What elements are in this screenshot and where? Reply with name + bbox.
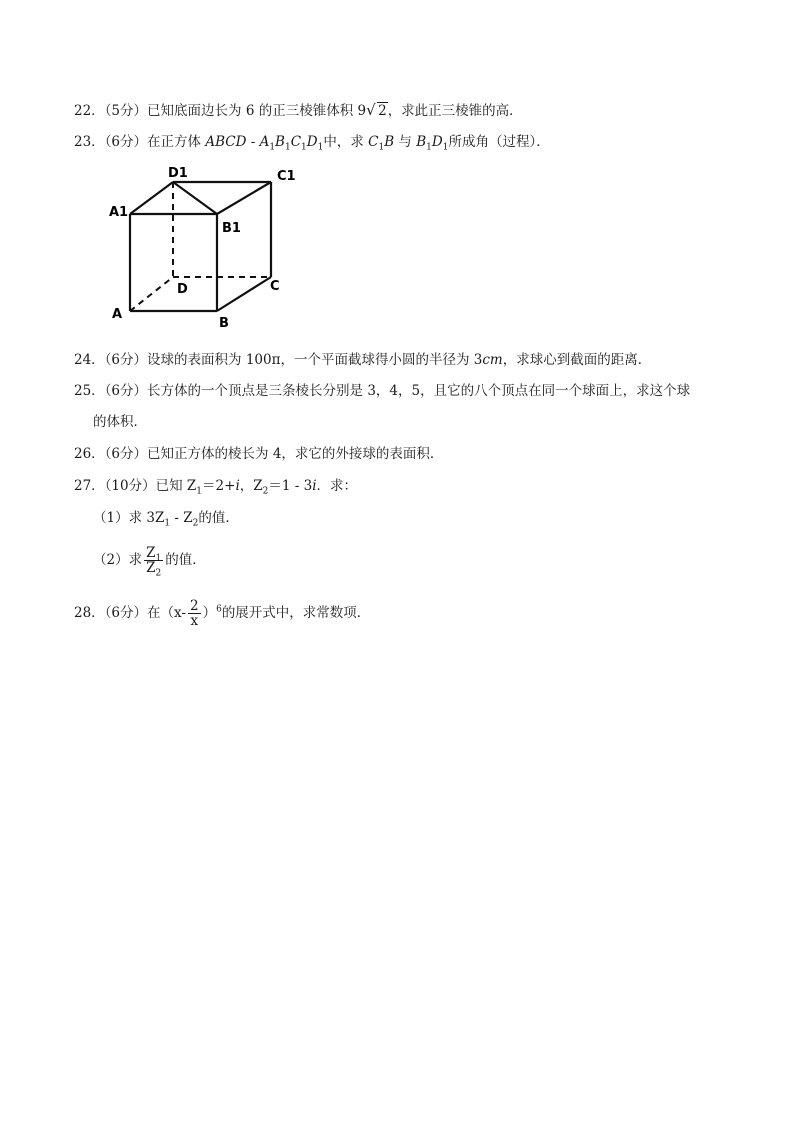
- edge-b-c: [217, 277, 271, 311]
- subscript: 1: [284, 142, 291, 153]
- label-b1: B1: [222, 221, 241, 236]
- question-text: 在正方体: [147, 134, 206, 150]
- subscript: 1: [426, 142, 432, 153]
- segment-b1d1-start: B: [416, 134, 427, 150]
- subscript: 1: [155, 553, 162, 564]
- cube-edges: [130, 182, 271, 311]
- fraction-numerator: [144, 545, 163, 564]
- sqrt-symbol: [366, 101, 388, 121]
- equation-part: ＝2+: [202, 478, 236, 494]
- question-25: [74, 381, 690, 401]
- subscript: 1: [164, 518, 171, 529]
- close-paren: ）: [202, 605, 217, 621]
- edge-d1-b1: [173, 182, 217, 214]
- question-score: （10分）: [104, 478, 156, 494]
- subscript: 1: [442, 142, 449, 153]
- minus-sign: -: [181, 605, 186, 621]
- label-a: A: [112, 307, 123, 322]
- edge-a1-d1: [130, 182, 173, 214]
- fraction-numerator: 2: [189, 598, 199, 614]
- edge-a-d: [130, 277, 173, 311]
- question-22: [74, 101, 523, 121]
- fraction-z1-over-z2: [144, 545, 163, 579]
- question-score: （6分）: [104, 446, 148, 462]
- subscript: 1: [269, 142, 276, 153]
- question-number: 25．: [74, 383, 105, 399]
- label-d: D: [177, 282, 188, 297]
- question-text: 已知 Z: [155, 478, 197, 494]
- subscript: 2: [262, 486, 269, 497]
- question-number: 28．: [74, 605, 105, 621]
- subscript: 2: [155, 568, 162, 579]
- part-text: 求: [128, 552, 143, 568]
- question-score: （6分）: [104, 605, 148, 621]
- question-text-tail: ，求球心到截面的距离．: [502, 352, 652, 368]
- exponent: 6: [216, 604, 222, 615]
- part-text-tail: 的值．: [198, 510, 239, 526]
- part-text-tail: 的值．: [165, 552, 206, 568]
- fraction-2-over-x: [188, 599, 201, 628]
- label-d1: D1: [168, 166, 188, 181]
- question-text-tail: ．求：: [316, 478, 358, 494]
- question-text: 中，求: [323, 134, 369, 150]
- question-text: 已知底面边长为 6 的正三棱锥体积 9: [147, 103, 367, 119]
- segment-b1d1-end: D: [431, 134, 443, 150]
- question-number: 26．: [74, 446, 105, 462]
- question-number: 27．: [74, 478, 105, 494]
- unit: cm: [482, 352, 503, 368]
- segment-c1b-end: B: [384, 134, 395, 150]
- question-score: （6分）: [104, 352, 148, 368]
- question-text-tail: 所成角（过程）．: [448, 134, 550, 150]
- question-27-part-2: [93, 545, 206, 579]
- imaginary-unit: i: [312, 478, 317, 494]
- part-label: （1）: [93, 510, 129, 526]
- question-number: 23．: [74, 134, 105, 150]
- question-text: 设球的表面积为 100π，一个平面截球得小圆的半径为 3: [147, 352, 483, 368]
- denominator-z: Z: [146, 560, 156, 576]
- question-score: （5分）: [104, 103, 148, 119]
- vertex-a1: A: [259, 134, 270, 150]
- question-text: 已知正方体的棱长为 4，求它的外接球的表面积．: [147, 446, 444, 462]
- equation-part: ＝1 - 3: [268, 478, 313, 494]
- part-label: （2）: [93, 552, 129, 568]
- question-25-line-2: 的体积．: [93, 414, 147, 430]
- question-score: （6分）: [104, 383, 148, 399]
- subscript: 1: [317, 142, 324, 153]
- label-b: B: [219, 316, 229, 331]
- fraction-denominator: x: [190, 613, 199, 629]
- subscript: 1: [301, 142, 307, 153]
- question-number: 24．: [74, 352, 105, 368]
- subscript: 2: [192, 518, 199, 529]
- cube-figure: [104, 164, 304, 344]
- label-c1: C1: [277, 169, 296, 184]
- question-24: [74, 350, 651, 370]
- vertex-d1: D: [306, 134, 318, 150]
- vertex-c1: C: [290, 134, 302, 150]
- variable-x: x: [174, 605, 182, 621]
- question-27: [74, 476, 357, 496]
- vertex-b1: B: [275, 134, 285, 150]
- question-text: 与: [394, 134, 417, 150]
- part-text: - Z: [170, 510, 193, 526]
- question-text-tail: ，求此正三棱锥的高．: [387, 103, 523, 119]
- question-number: 22．: [74, 103, 105, 119]
- question-28: [74, 598, 370, 628]
- subscript: 1: [196, 486, 203, 497]
- numerator-z: Z: [146, 545, 156, 561]
- imaginary-unit: i: [235, 478, 240, 494]
- cube-name: ABCD: [205, 134, 247, 150]
- question-score: （6分）: [104, 134, 148, 150]
- subscript: 1: [378, 142, 385, 153]
- question-26: [74, 444, 443, 464]
- label-c: C: [270, 279, 280, 294]
- dash: -: [246, 134, 260, 150]
- question-text: 长方体的一个顶点是三条棱长分别是 3，4，5，且它的八个顶点在同一个球面上，求这个球: [147, 383, 691, 399]
- radicand: 2: [378, 103, 387, 119]
- question-text: 在（: [147, 605, 175, 621]
- fraction-denominator: [144, 560, 163, 579]
- segment-c1b-start: C: [368, 134, 379, 150]
- question-23: [74, 132, 550, 152]
- part-text: 求 3Z: [128, 510, 165, 526]
- separator: ，Z: [239, 478, 263, 494]
- edge-b1-c1: [217, 182, 271, 214]
- question-text-tail: 的展开式中，求常数项．: [221, 605, 371, 621]
- question-27-part-1: [93, 508, 239, 528]
- label-a1: A1: [109, 205, 129, 220]
